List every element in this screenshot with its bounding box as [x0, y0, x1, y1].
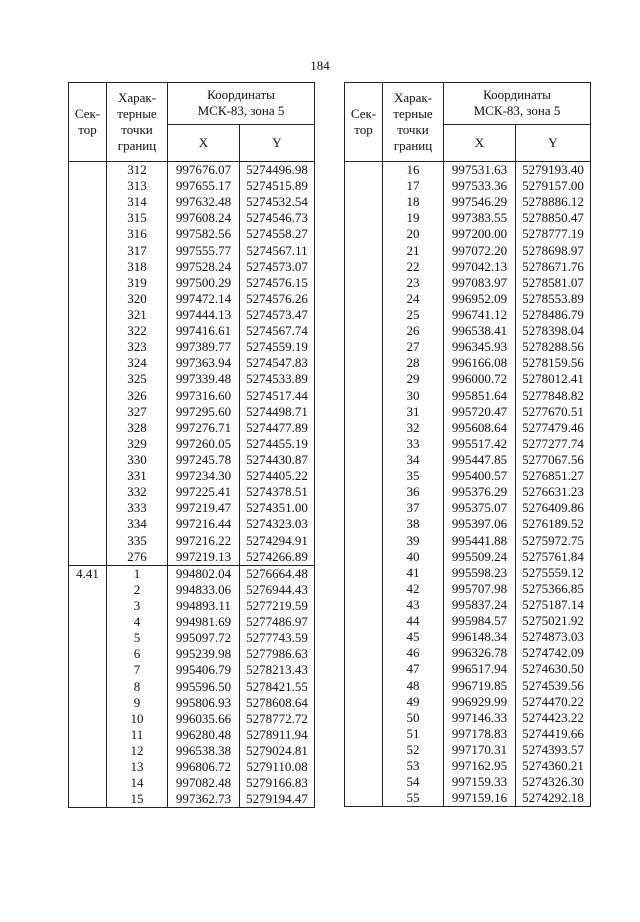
point-number-cell: 315: [107, 210, 168, 226]
x-coordinate-cell: 997528.24: [168, 259, 240, 275]
header-points-line4: границ: [393, 138, 433, 153]
y-coordinate-cell: 5276944.43: [240, 582, 315, 598]
x-coordinate-cell: 997219.13: [168, 549, 240, 566]
x-coordinate-cell: 995851.64: [444, 388, 516, 404]
point-number-cell: 5: [107, 630, 168, 646]
coordinates-table-left: [68, 82, 315, 808]
page-number: 184: [310, 58, 330, 73]
x-coordinate-cell: 997295.60: [168, 404, 240, 420]
point-number-cell: 325: [107, 371, 168, 387]
y-coordinate-cell: 5277986.63: [240, 646, 315, 662]
y-coordinate-cell: 5274378.51: [240, 484, 315, 500]
y-coordinate-cell: 5279193.40: [516, 162, 591, 179]
point-number-cell: 15: [107, 791, 168, 808]
y-coordinate-cell: 5274517.44: [240, 388, 315, 404]
x-coordinate-cell: 995984.57: [444, 613, 516, 629]
point-number-cell: 19: [383, 210, 444, 226]
table-body: [69, 162, 315, 808]
y-coordinate-cell: 5274423.22: [516, 710, 591, 726]
x-coordinate-cell: 995598.23: [444, 565, 516, 581]
y-coordinate-cell: 5274266.89: [240, 549, 315, 566]
point-number-cell: 10: [107, 711, 168, 727]
x-coordinate-cell: 997389.77: [168, 339, 240, 355]
x-coordinate-cell: 997159.16: [444, 790, 516, 807]
point-number-cell: 18: [383, 194, 444, 210]
point-number-cell: 322: [107, 323, 168, 339]
x-coordinate-cell: 996000.72: [444, 371, 516, 387]
y-coordinate-cell: 5275559.12: [516, 565, 591, 581]
y-coordinate-cell: 5274326.30: [516, 774, 591, 790]
x-coordinate-cell: 996166.08: [444, 355, 516, 371]
y-coordinate-cell: 5274573.07: [240, 259, 315, 275]
y-coordinate-cell: 5275187.14: [516, 597, 591, 613]
y-coordinate-cell: 5278608.64: [240, 695, 315, 711]
y-coordinate-cell: 5278159.56: [516, 355, 591, 371]
x-coordinate-cell: 997632.48: [168, 194, 240, 210]
point-number-cell: 312: [107, 162, 168, 179]
sector-cell: [345, 162, 383, 807]
header-y: Y: [240, 124, 315, 161]
x-coordinate-cell: 997531.63: [444, 162, 516, 179]
y-coordinate-cell: 5274292.18: [516, 790, 591, 807]
y-coordinate-cell: 5278581.07: [516, 275, 591, 291]
point-number-cell: 12: [107, 743, 168, 759]
x-coordinate-cell: 997146.33: [444, 710, 516, 726]
y-coordinate-cell: 5274496.98: [240, 162, 315, 179]
x-coordinate-cell: 995441.88: [444, 533, 516, 549]
y-coordinate-cell: 5277219.59: [240, 598, 315, 614]
x-coordinate-cell: 997362.73: [168, 791, 240, 808]
x-coordinate-cell: 996719.85: [444, 678, 516, 694]
header-points-line2: терные: [393, 106, 433, 121]
y-coordinate-cell: 5275366.85: [516, 581, 591, 597]
y-coordinate-cell: 5276631.23: [516, 484, 591, 500]
x-coordinate-cell: 997416.61: [168, 323, 240, 339]
point-number-cell: 318: [107, 259, 168, 275]
point-number-cell: 316: [107, 226, 168, 242]
point-number-cell: 313: [107, 178, 168, 194]
x-coordinate-cell: 997582.56: [168, 226, 240, 242]
y-coordinate-cell: 5279166.83: [240, 775, 315, 791]
x-coordinate-cell: 997608.24: [168, 210, 240, 226]
x-coordinate-cell: 997444.13: [168, 307, 240, 323]
header-points-line1: Харак-: [117, 90, 157, 105]
x-coordinate-cell: 995447.85: [444, 452, 516, 468]
x-coordinate-cell: 995239.98: [168, 646, 240, 662]
y-coordinate-cell: 5278288.56: [516, 339, 591, 355]
header-sector-line1: Сек-: [350, 106, 377, 121]
y-coordinate-cell: 5277067.56: [516, 452, 591, 468]
y-coordinate-cell: 5274547.83: [240, 355, 315, 371]
x-coordinate-cell: 997042.13: [444, 259, 516, 275]
y-coordinate-cell: 5274573.47: [240, 307, 315, 323]
point-number-cell: 327: [107, 404, 168, 420]
point-number-cell: 28: [383, 355, 444, 371]
header-coords-line1: Координаты: [207, 87, 275, 103]
y-coordinate-cell: 5274539.56: [516, 678, 591, 694]
point-number-cell: 24: [383, 291, 444, 307]
x-coordinate-cell: 995517.42: [444, 436, 516, 452]
point-number-cell: 16: [383, 162, 444, 179]
point-number-cell: 30: [383, 388, 444, 404]
point-number-cell: 1: [107, 565, 168, 582]
point-number-cell: 20: [383, 226, 444, 242]
x-coordinate-cell: 997159.33: [444, 774, 516, 790]
point-number-cell: 41: [383, 565, 444, 581]
x-coordinate-cell: 995596.50: [168, 679, 240, 695]
x-coordinate-cell: 997225.41: [168, 484, 240, 500]
point-number-cell: 35: [383, 468, 444, 484]
y-coordinate-cell: 5279194.47: [240, 791, 315, 808]
x-coordinate-cell: 995097.72: [168, 630, 240, 646]
y-coordinate-cell: 5277486.97: [240, 614, 315, 630]
point-number-cell: 48: [383, 678, 444, 694]
y-coordinate-cell: 5274477.89: [240, 420, 315, 436]
x-coordinate-cell: 997260.05: [168, 436, 240, 452]
y-coordinate-cell: 5276409.86: [516, 500, 591, 516]
y-coordinate-cell: 5274567.74: [240, 323, 315, 339]
point-number-cell: 45: [383, 629, 444, 645]
point-number-cell: 32: [383, 420, 444, 436]
point-number-cell: 323: [107, 339, 168, 355]
point-number-cell: 51: [383, 726, 444, 742]
point-number-cell: 7: [107, 662, 168, 678]
x-coordinate-cell: 995376.29: [444, 484, 516, 500]
y-coordinate-cell: 5274515.89: [240, 178, 315, 194]
point-number-cell: 21: [383, 243, 444, 259]
x-coordinate-cell: 995375.07: [444, 500, 516, 516]
point-number-cell: 43: [383, 597, 444, 613]
point-number-cell: 334: [107, 516, 168, 532]
y-coordinate-cell: 5274294.91: [240, 533, 315, 549]
x-coordinate-cell: 996929.99: [444, 694, 516, 710]
point-number-cell: 49: [383, 694, 444, 710]
x-coordinate-cell: 996345.93: [444, 339, 516, 355]
y-coordinate-cell: 5274323.03: [240, 516, 315, 532]
point-number-cell: 29: [383, 371, 444, 387]
point-number-cell: 329: [107, 436, 168, 452]
point-number-cell: 38: [383, 516, 444, 532]
y-coordinate-cell: 5278486.79: [516, 307, 591, 323]
header-points-line3: точки: [397, 122, 429, 137]
x-coordinate-cell: 997383.55: [444, 210, 516, 226]
point-number-cell: 4: [107, 614, 168, 630]
x-coordinate-cell: 997162.95: [444, 758, 516, 774]
y-coordinate-cell: 5278213.43: [240, 662, 315, 678]
table-row: [69, 162, 315, 179]
x-coordinate-cell: 997276.71: [168, 420, 240, 436]
x-coordinate-cell: 996741.12: [444, 307, 516, 323]
x-coordinate-cell: 995837.24: [444, 597, 516, 613]
x-coordinate-cell: 997072.20: [444, 243, 516, 259]
header-points-line1: Харак-: [393, 90, 433, 105]
point-number-cell: 55: [383, 790, 444, 807]
header-coords-line2: МСК-83, зона 5: [473, 103, 561, 119]
header-points-line4: границ: [117, 138, 157, 153]
x-coordinate-cell: 997219.47: [168, 500, 240, 516]
point-number-cell: 52: [383, 742, 444, 758]
header-boundary-points: [383, 83, 444, 162]
x-coordinate-cell: 997216.44: [168, 516, 240, 532]
y-coordinate-cell: 5277848.82: [516, 388, 591, 404]
x-coordinate-cell: 995707.98: [444, 581, 516, 597]
x-coordinate-cell: 996326.78: [444, 645, 516, 661]
y-coordinate-cell: 5278398.04: [516, 323, 591, 339]
header-boundary-points: [107, 83, 168, 162]
point-number-cell: 320: [107, 291, 168, 307]
x-coordinate-cell: 997363.94: [168, 355, 240, 371]
point-number-cell: 326: [107, 388, 168, 404]
sector-cell: 4.41: [69, 565, 107, 808]
point-number-cell: 31: [383, 404, 444, 420]
point-number-cell: 13: [107, 759, 168, 775]
header-points-line2: терные: [117, 106, 157, 121]
point-number-cell: 53: [383, 758, 444, 774]
x-coordinate-cell: 997555.77: [168, 243, 240, 259]
x-coordinate-cell: 997083.97: [444, 275, 516, 291]
x-coordinate-cell: 997082.48: [168, 775, 240, 791]
x-coordinate-cell: 997472.14: [168, 291, 240, 307]
x-coordinate-cell: 996280.48: [168, 727, 240, 743]
header-x: X: [444, 124, 516, 161]
y-coordinate-cell: 5276664.48: [240, 565, 315, 582]
y-coordinate-cell: 5275972.75: [516, 533, 591, 549]
y-coordinate-cell: 5278698.97: [516, 243, 591, 259]
point-number-cell: 44: [383, 613, 444, 629]
point-number-cell: 54: [383, 774, 444, 790]
sector-cell: [69, 162, 107, 566]
y-coordinate-cell: 5274558.27: [240, 226, 315, 242]
y-coordinate-cell: 5274430.87: [240, 452, 315, 468]
y-coordinate-cell: 5275761.84: [516, 549, 591, 565]
point-number-cell: 328: [107, 420, 168, 436]
x-coordinate-cell: 996806.72: [168, 759, 240, 775]
y-coordinate-cell: 5278850.47: [516, 210, 591, 226]
x-coordinate-cell: 994893.11: [168, 598, 240, 614]
x-coordinate-cell: 995608.64: [444, 420, 516, 436]
point-number-cell: 50: [383, 710, 444, 726]
y-coordinate-cell: 5274455.19: [240, 436, 315, 452]
coordinates-table-right: [344, 82, 591, 807]
point-number-cell: 42: [383, 581, 444, 597]
y-coordinate-cell: 5274559.19: [240, 339, 315, 355]
y-coordinate-cell: 5275021.92: [516, 613, 591, 629]
header-sector-line2: тор: [354, 122, 373, 137]
point-number-cell: 330: [107, 452, 168, 468]
x-coordinate-cell: 997200.00: [444, 226, 516, 242]
point-number-cell: 46: [383, 645, 444, 661]
point-number-cell: 321: [107, 307, 168, 323]
x-coordinate-cell: 995400.57: [444, 468, 516, 484]
y-coordinate-cell: 5279110.08: [240, 759, 315, 775]
point-number-cell: 36: [383, 484, 444, 500]
x-coordinate-cell: 997170.31: [444, 742, 516, 758]
y-coordinate-cell: 5274405.22: [240, 468, 315, 484]
y-coordinate-cell: 5276851.27: [516, 468, 591, 484]
x-coordinate-cell: 994981.69: [168, 614, 240, 630]
header-x: X: [168, 124, 240, 161]
header-y: Y: [516, 124, 591, 161]
x-coordinate-cell: 995406.79: [168, 662, 240, 678]
x-coordinate-cell: 996148.34: [444, 629, 516, 645]
header-coordinates: [444, 83, 591, 125]
y-coordinate-cell: 5274873.03: [516, 629, 591, 645]
y-coordinate-cell: 5274351.00: [240, 500, 315, 516]
header-sector-line1: Сек-: [74, 106, 101, 121]
y-coordinate-cell: 5274360.21: [516, 758, 591, 774]
point-number-cell: 335: [107, 533, 168, 549]
header-sector: [345, 83, 383, 162]
point-number-cell: 9: [107, 695, 168, 711]
point-number-cell: 14: [107, 775, 168, 791]
point-number-cell: 40: [383, 549, 444, 565]
header-coords-line1: Координаты: [483, 87, 551, 103]
point-number-cell: 37: [383, 500, 444, 516]
x-coordinate-cell: 996952.09: [444, 291, 516, 307]
point-number-cell: 26: [383, 323, 444, 339]
y-coordinate-cell: 5278671.76: [516, 259, 591, 275]
y-coordinate-cell: 5274470.22: [516, 694, 591, 710]
x-coordinate-cell: 996538.41: [444, 323, 516, 339]
y-coordinate-cell: 5278421.55: [240, 679, 315, 695]
point-number-cell: 39: [383, 533, 444, 549]
header-coords-line2: МСК-83, зона 5: [197, 103, 285, 119]
y-coordinate-cell: 5279157.00: [516, 178, 591, 194]
point-number-cell: 276: [107, 549, 168, 566]
x-coordinate-cell: 997533.36: [444, 178, 516, 194]
y-coordinate-cell: 5278012.41: [516, 371, 591, 387]
x-coordinate-cell: 996538.38: [168, 743, 240, 759]
table-row: [69, 565, 315, 582]
point-number-cell: 8: [107, 679, 168, 695]
point-number-cell: 17: [383, 178, 444, 194]
x-coordinate-cell: 997546.29: [444, 194, 516, 210]
x-coordinate-cell: 994802.04: [168, 565, 240, 582]
point-number-cell: 25: [383, 307, 444, 323]
y-coordinate-cell: 5274576.26: [240, 291, 315, 307]
y-coordinate-cell: 5277479.46: [516, 420, 591, 436]
x-coordinate-cell: 997655.17: [168, 178, 240, 194]
y-coordinate-cell: 5274576.15: [240, 275, 315, 291]
point-number-cell: 331: [107, 468, 168, 484]
x-coordinate-cell: 996035.66: [168, 711, 240, 727]
y-coordinate-cell: 5276189.52: [516, 516, 591, 532]
point-number-cell: 47: [383, 661, 444, 677]
y-coordinate-cell: 5278911.94: [240, 727, 315, 743]
point-number-cell: 27: [383, 339, 444, 355]
y-coordinate-cell: 5274742.09: [516, 645, 591, 661]
point-number-cell: 34: [383, 452, 444, 468]
x-coordinate-cell: 995397.06: [444, 516, 516, 532]
y-coordinate-cell: 5274630.50: [516, 661, 591, 677]
y-coordinate-cell: 5274419.66: [516, 726, 591, 742]
y-coordinate-cell: 5274393.57: [516, 742, 591, 758]
header-sector-line2: тор: [78, 122, 97, 137]
x-coordinate-cell: 997676.07: [168, 162, 240, 179]
x-coordinate-cell: 996517.94: [444, 661, 516, 677]
table-body: [345, 162, 591, 807]
point-number-cell: 332: [107, 484, 168, 500]
point-number-cell: 317: [107, 243, 168, 259]
point-number-cell: 3: [107, 598, 168, 614]
header-sector: [69, 83, 107, 162]
point-number-cell: 333: [107, 500, 168, 516]
header-coordinates: [168, 83, 315, 125]
y-coordinate-cell: 5279024.81: [240, 743, 315, 759]
y-coordinate-cell: 5278777.19: [516, 226, 591, 242]
y-coordinate-cell: 5274533.89: [240, 371, 315, 387]
point-number-cell: 319: [107, 275, 168, 291]
x-coordinate-cell: 997178.83: [444, 726, 516, 742]
x-coordinate-cell: 995806.93: [168, 695, 240, 711]
point-number-cell: 23: [383, 275, 444, 291]
point-number-cell: 33: [383, 436, 444, 452]
y-coordinate-cell: 5274546.73: [240, 210, 315, 226]
x-coordinate-cell: 997339.48: [168, 371, 240, 387]
y-coordinate-cell: 5277277.74: [516, 436, 591, 452]
y-coordinate-cell: 5278772.72: [240, 711, 315, 727]
point-number-cell: 22: [383, 259, 444, 275]
y-coordinate-cell: 5277670.51: [516, 404, 591, 420]
x-coordinate-cell: 997316.60: [168, 388, 240, 404]
y-coordinate-cell: 5277743.59: [240, 630, 315, 646]
x-coordinate-cell: 995509.24: [444, 549, 516, 565]
y-coordinate-cell: 5274498.71: [240, 404, 315, 420]
x-coordinate-cell: 997216.22: [168, 533, 240, 549]
x-coordinate-cell: 994833.06: [168, 582, 240, 598]
y-coordinate-cell: 5274567.11: [240, 243, 315, 259]
header-points-line3: точки: [121, 122, 153, 137]
y-coordinate-cell: 5274532.54: [240, 194, 315, 210]
point-number-cell: 11: [107, 727, 168, 743]
table-row: [345, 162, 591, 179]
point-number-cell: 2: [107, 582, 168, 598]
y-coordinate-cell: 5278886.12: [516, 194, 591, 210]
point-number-cell: 324: [107, 355, 168, 371]
x-coordinate-cell: 997234.30: [168, 468, 240, 484]
x-coordinate-cell: 995720.47: [444, 404, 516, 420]
x-coordinate-cell: 997245.78: [168, 452, 240, 468]
point-number-cell: 6: [107, 646, 168, 662]
y-coordinate-cell: 5278553.89: [516, 291, 591, 307]
point-number-cell: 314: [107, 194, 168, 210]
x-coordinate-cell: 997500.29: [168, 275, 240, 291]
